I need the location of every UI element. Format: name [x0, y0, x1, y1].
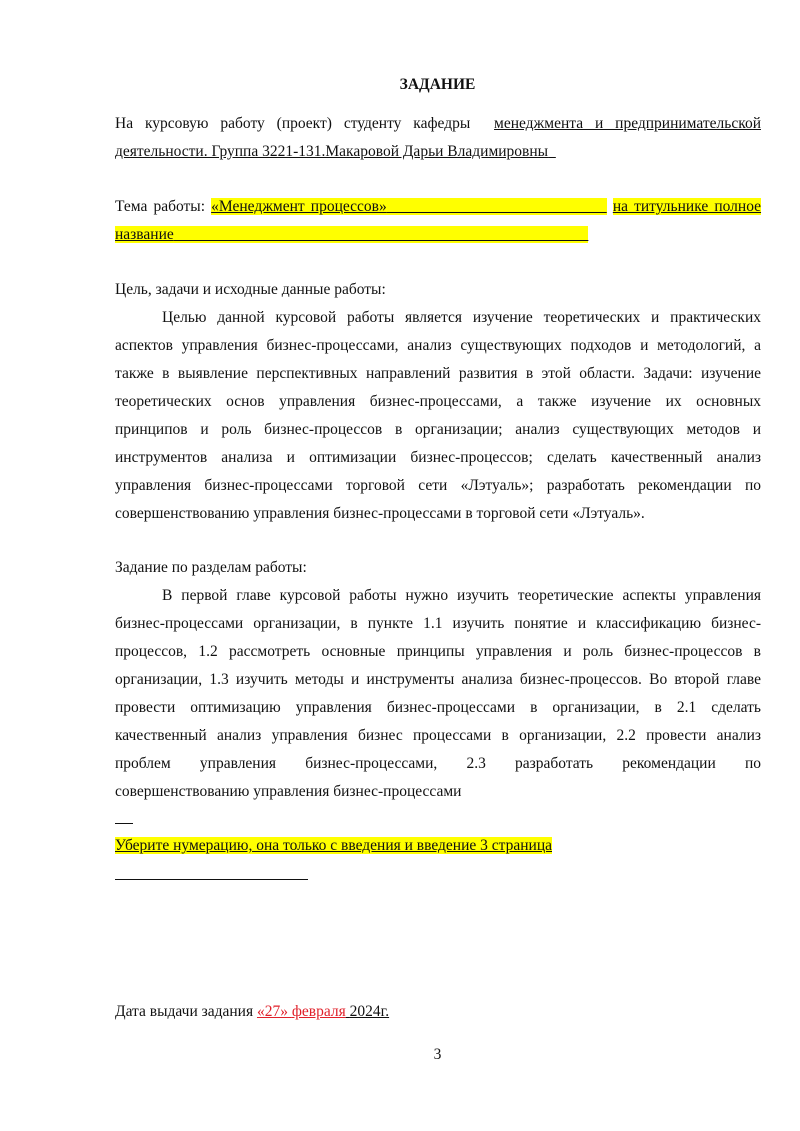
- page-title: ЗАДАНИЕ: [399, 76, 476, 93]
- topic-note-part-1: на титульнике полное: [612, 198, 762, 215]
- assignment-line-1: [115, 110, 761, 138]
- topic-line-2: [115, 221, 761, 249]
- goals-line: инструментов анализа и оптимизации бизнес-процессов; сделать качественный анализ: [115, 449, 761, 466]
- goals-line: совершенствованию управления бизнес-процессами в торговой сети «Лэтуаль».: [115, 505, 645, 522]
- note-block: [115, 832, 761, 860]
- goals-line: управления бизнес-процессами торговой сети «Лэтуаль»; разработать рекомендации по: [115, 477, 761, 494]
- topic-note-part-2: название: [115, 226, 588, 243]
- goals-line: принципов и роль бизнес-процессов в организации; анализ существующих методов и: [115, 421, 761, 438]
- issue-date-block: [115, 998, 761, 1026]
- sections-line: провести оптимизацию управления бизнес-процессами в организации, в 2.1 сделать: [115, 699, 761, 716]
- sections-line: бизнес-процессами организации, в пункте 1.1 изучить понятие и классификацию бизнес-: [115, 615, 761, 632]
- issue-date-label: Дата выдачи задания: [115, 1003, 254, 1020]
- goals-heading: Цель, задачи и исходные данные работы:: [115, 281, 386, 298]
- assignment-prefix: На курсовую работу (проект) студенту кафедры: [115, 115, 471, 132]
- page-number: 3: [433, 1046, 442, 1063]
- goals-line: также в выявление перспективных направлений развития в этой области. Задачи: изучение: [115, 365, 761, 382]
- sections-line: проблем управления бизнес-процессами, 2.3 разработать рекомендации по: [115, 755, 761, 772]
- sections-paragraph: [115, 582, 761, 806]
- topic-label: Тема работы:: [115, 198, 206, 215]
- sections-heading: Задание по разделам работы:: [115, 559, 307, 576]
- student-group: деятельности. Группа 3221-131.Макаровой Дарьи Владимировны: [115, 143, 549, 160]
- sections-line: В первой главе курсовой работы нужно изучить теоретические аспекты управления: [162, 587, 761, 604]
- underline-stub: [115, 823, 133, 824]
- goals-line: теоретических основ управления бизнес-процессами, а также изучение их основных: [115, 393, 761, 410]
- topic-line-1: [115, 193, 761, 221]
- topic-block: [115, 193, 761, 249]
- signature-line: [115, 879, 308, 880]
- sections-line: качественный анализ управления бизнес процессами в организации, 2.2 провести анализ: [115, 727, 761, 744]
- goals-line: Целью данной курсовой работы является изучение теоретических и практических: [162, 309, 761, 326]
- sections-line: организации, 1.3 изучить методы и инструменты анализа бизнес-процессов. Во второй главе: [115, 671, 761, 688]
- sections-line: процессов, 1.2 рассмотреть основные принципы управления и роль бизнес-процессов в: [115, 643, 761, 660]
- goals-block: [115, 276, 761, 528]
- issue-date-day: «27»: [256, 1003, 288, 1020]
- goals-line: аспектов управления бизнес-процессами, анализ существующих подходов и методологий, а: [115, 337, 761, 354]
- assignment-block: [115, 110, 761, 166]
- issue-date-month: февраля: [291, 1003, 346, 1020]
- sections-block: [115, 554, 761, 806]
- topic-value: «Менеджмент процессов»: [211, 198, 607, 215]
- sections-line: совершенствованию управления бизнес-процессами: [115, 783, 462, 800]
- goals-paragraph: [115, 304, 761, 528]
- issue-date-year: 2024г.: [349, 1003, 390, 1020]
- assignment-line-2: [115, 138, 761, 166]
- department-name: менеджмента и предпринимательской: [494, 115, 761, 132]
- numbering-note: Уберите нумерацию, она только с введения и введение 3 страница: [115, 837, 552, 854]
